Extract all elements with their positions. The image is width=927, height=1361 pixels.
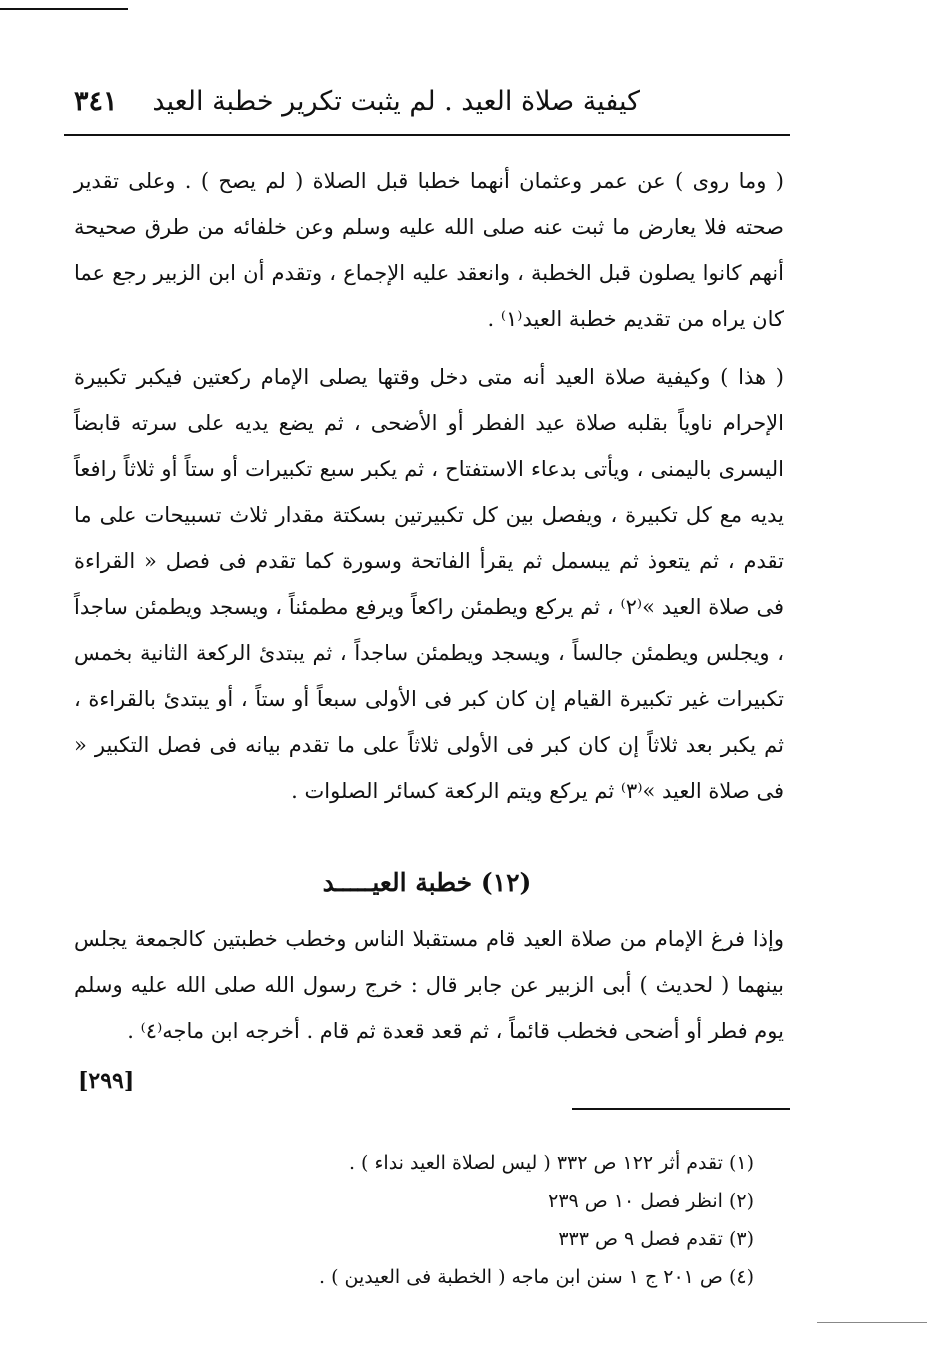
header-title: كيفية صلاة العيد . لم يثبت تكرير خطبة العيد bbox=[152, 86, 640, 117]
paragraph-1: ( وما روى ) عن عمر وعثمان أنهما خطبا قبل الصلاة ( لم يصح ) . وعلى تقدير صحته فلا يعارض ما ثبت عنه صلى الله عليه وسلم وعن خلفائه من طرق صحيحة أنهم كانوا يصلون قبل الخطبة ، وانعقد عليه الإجماع ، وتقدم أن ابن الزبير رجع عما كان يراه من تقديم خطبة العيد⁽١⁾ . bbox=[74, 169, 784, 331]
reference-number: [٢٩٩] bbox=[78, 1068, 135, 1094]
footnote-3: (٣) تقدم فصل ٩ ص ٣٣٣ bbox=[558, 1228, 754, 1250]
section-heading: (١٢) خطبة العيـــــد bbox=[322, 868, 532, 897]
footnotes bbox=[160, 1144, 754, 1296]
footnote-4: (٤) ص ٢٠١ ج ١ سنن ابن ماجه ( الخطبة فى العيدين ) . bbox=[318, 1266, 754, 1288]
paragraph-2: ( هذا ) وكيفية صلاة العيد أنه متى دخل وقتها يصلى الإمام ركعتين فيكبر تكبيرة الإحرام ناوياً بقلبه صلاة عيد الفطر أو الأضحى ، ثم يضع يديه على سرته قابضاً اليسرى باليمنى ، ويأتى بدعاء الاستفتاح ، ثم يكبر سبع تكبيرات أو ستاً أو ثلاثاً رافعاً يديه مع كل تكبيرة ، ويفصل بين كل تكبيرتين بسكتة مقدار ثلاث تسبيحات على ما تقدم ، ثم يتعوذ ثم يبسمل ثم يقرأ الفاتحة وسورة كما تقدم فى فصل « القراءة فى صلاة العيد »⁽٢⁾ ، ثم يركع ويطمئن راكعاً ويرفع مطمئناً ، ويسجد ويطمئن ساجداً ، ويجلس ويطمئن جالساً ، ويسجد ويطمئن ساجداً ، ثم يبتدئ الركعة الثانية بخمس تكبيرات غير تكبيرة القيام إن كان كبر فى الأولى سبعاً أو ستاً ، أو يبتدئ بالقراءة ، ثم يكبر بعد ثلاثاً إن كان كبر فى الأولى ثلاثاً على ما تقدم بيانه فى فصل التكبير « فى صلاة العيد »⁽٣⁾ ثم يركع ويتم الركعة كسائر الصلوات . bbox=[74, 365, 784, 803]
bottom-edge-rule bbox=[817, 1322, 927, 1323]
footnote-2: (٢) انظر فصل ١٠ ص ٢٣٩ bbox=[548, 1190, 754, 1212]
page-number: ٣٤١ bbox=[74, 86, 118, 117]
running-header bbox=[64, 86, 790, 126]
footnote-1: (١) تقدم أثر ١٢٢ ص ٣٣٢ ( ليس لصلاة العيد نداء ) . bbox=[348, 1152, 754, 1174]
header-rule bbox=[64, 134, 790, 136]
top-edge-rule bbox=[0, 8, 128, 10]
footnote-rule bbox=[572, 1108, 790, 1110]
section-paragraph: وإذا فرغ الإمام من صلاة العيد قام مستقبلا الناس وخطب خطبتين كالجمعة يجلس بينهما ( لحديث ) أبى الزبير عن جابر قال : خرج رسول الله صلى الله عليه وسلم يوم فطر أو أضحى فخطب قائماً ، ثم قعد قعدة ثم قام . أخرجه ابن ماجه⁽٤⁾ . bbox=[74, 927, 784, 1043]
